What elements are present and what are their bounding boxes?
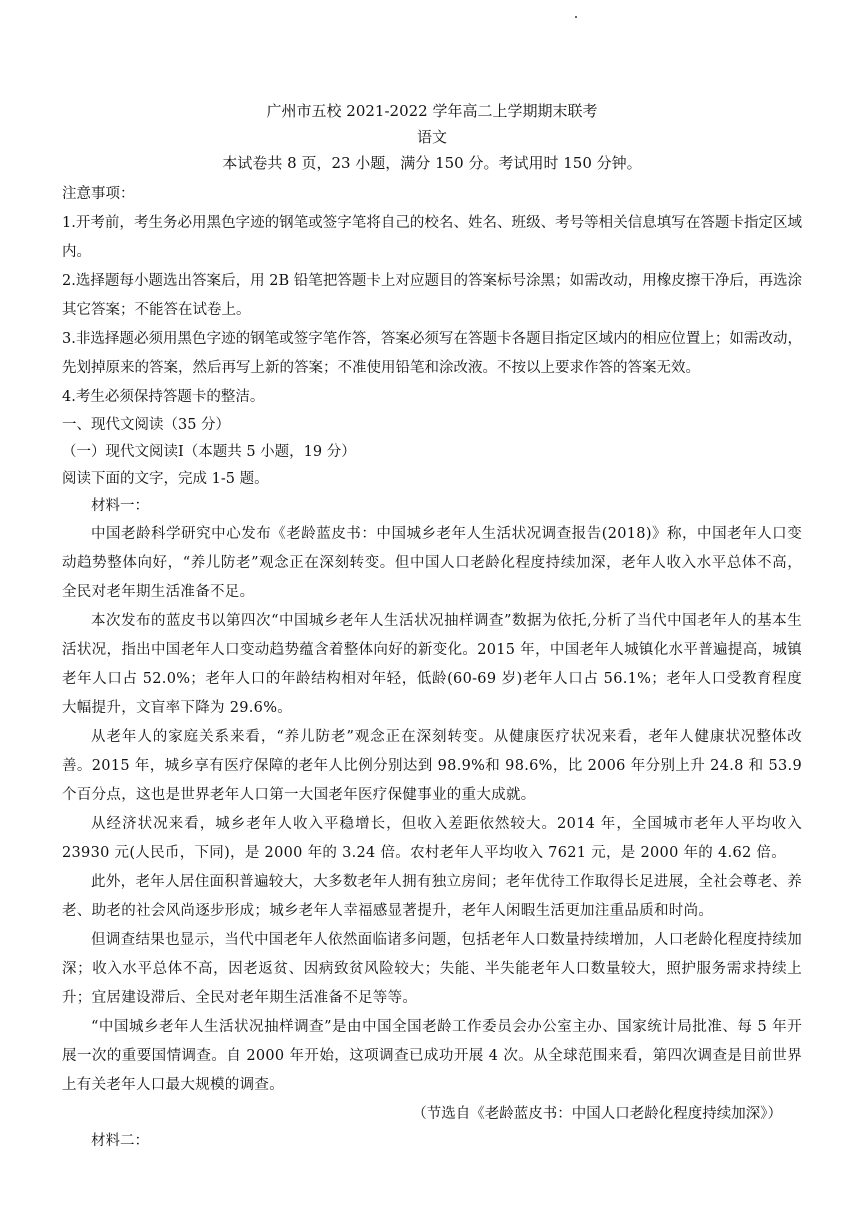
material-1-label: 材料一：: [91, 498, 149, 514]
notice-item-1: 1.开考前，考生务必用黑色字迹的钢笔或签字笔将自己的校名、姓名、班级、考号等相关信息填写在答题卡指定区域内。: [62, 215, 802, 260]
material-1-source: （节选自《老龄蓝皮书：中国人口老龄化程度持续加深》）: [412, 1106, 782, 1122]
page-marker-dot: [575, 16, 577, 18]
material-1-paragraph: 从经济状况来看，城乡老年人收入平稳增长，但收入差距依然较大。2014 年，全国城市老年人平均收入 23930 元(人民币，下同)，是 2000 年的 3.24 倍。农村老年人平均收入 7621 元，是 2000 年的 4.62 倍。: [62, 816, 802, 861]
material-1-paragraph: “中国城乡老年人生活状况抽样调查”是由中国全国老龄工作委员会办公室主办、国家统计局批准、每 5 年开展一次的重要国情调查。自 2000 年开始，这项调查已成功开展 4 次。从全球范围来看，第四次调查是目前世界上有关老年人口最大规模的调查。: [62, 1019, 802, 1093]
exam-title: 广州市五校 2021-2022 学年高二上学期期末联考: [266, 102, 598, 120]
material-1-paragraph: 从老年人的家庭关系来看，“养儿防老”观念正在深刻转变。从健康医疗状况来看，老年人健康状况整体改善。2015 年，城乡享有医疗保障的老年人比例分别达到 98.9%和 98.6%，比 2006 年分别上升 24.8 和 53.9 个百分点，这也是世界老年人口第一大国老年医疗保健事业的重大成就。: [62, 729, 802, 803]
notice-heading: 注意事项：: [62, 186, 135, 202]
notice-item-4: 4.考生必须保持答题卡的整洁。: [62, 389, 265, 405]
material-1-paragraph: 中国老龄科学研究中心发布《老龄蓝皮书：中国城乡老年人生活状况调查报告(2018)》称，中国老年人口变动趋势整体向好，“养儿防老”观念正在深刻转变。但中国人口老龄化程度持续加深，老年人收入水平总体不高，全民对老年期生活准备不足。: [62, 526, 802, 600]
notice-item-2: 2.选择题每小题选出答案后，用 2B 铅笔把答题卡上对应题目的答案标号涂黑；如需改动，用橡皮擦干净后，再选涂其它答案；不能答在试卷上。: [62, 273, 802, 318]
material-2-label: 材料二：: [91, 1133, 149, 1149]
reading-instruction: 阅读下面的文字，完成 1-5 题。: [62, 471, 269, 487]
material-1-paragraph: 本次发布的蓝皮书以第四次“中国城乡老年人生活状况抽样调查”数据为依托,分析了当代中国老年人的基本生活状况，指出中国老年人口变动趋势蕴含着整体向好的新变化。2015 年，中国老年人城镇化水平普遍提高，城镇老年人口占 52.0%；老年人口的年龄结构相对年轻，低龄(60-69 岁)老年人口占 56.1%；老年人口受教育程度大幅提升，文盲率下降为 29.6%。: [62, 613, 802, 716]
material-1-paragraph: 此外，老年人居住面积普遍较大，大多数老年人拥有独立房间；老年优待工作取得长足进展，全社会尊老、养老、助老的社会风尚逐步形成；城乡老年人幸福感显著提升，老年人闲暇生活更加注重品质和时尚。: [62, 874, 802, 919]
material-1-paragraph: 但调查结果也显示，当代中国老年人依然面临诸多问题，包括老年人口数量持续增加，人口老龄化程度持续加深；收入水平总体不高，因老返贫、因病致贫风险较大；失能、半失能老年人口数量较大，照护服务需求持续上升；宜居建设滞后、全民对老年期生活准备不足等等。: [62, 932, 802, 1006]
subject-label: 语文: [416, 128, 447, 146]
exam-page: [62, 96, 802, 1155]
subsection-title: （一）现代文阅读Ⅰ（本题共 5 小题，19 分）: [62, 444, 356, 460]
exam-info: 本试卷共 8 页，23 小题，满分 150 分。考试用时 150 分钟。: [222, 154, 642, 172]
notice-item-3: 3.非选择题必须用黑色字迹的钢笔或签字笔作答，答案必须写在答题卡各题目指定区域内的相应位置上；如需改动，先划掉原来的答案，然后再写上新的答案；不准使用铅笔和涂改液。不按以上要求作答的答案无效。: [62, 331, 802, 376]
section-title: 一、现代文阅读（35 分）: [62, 417, 231, 433]
